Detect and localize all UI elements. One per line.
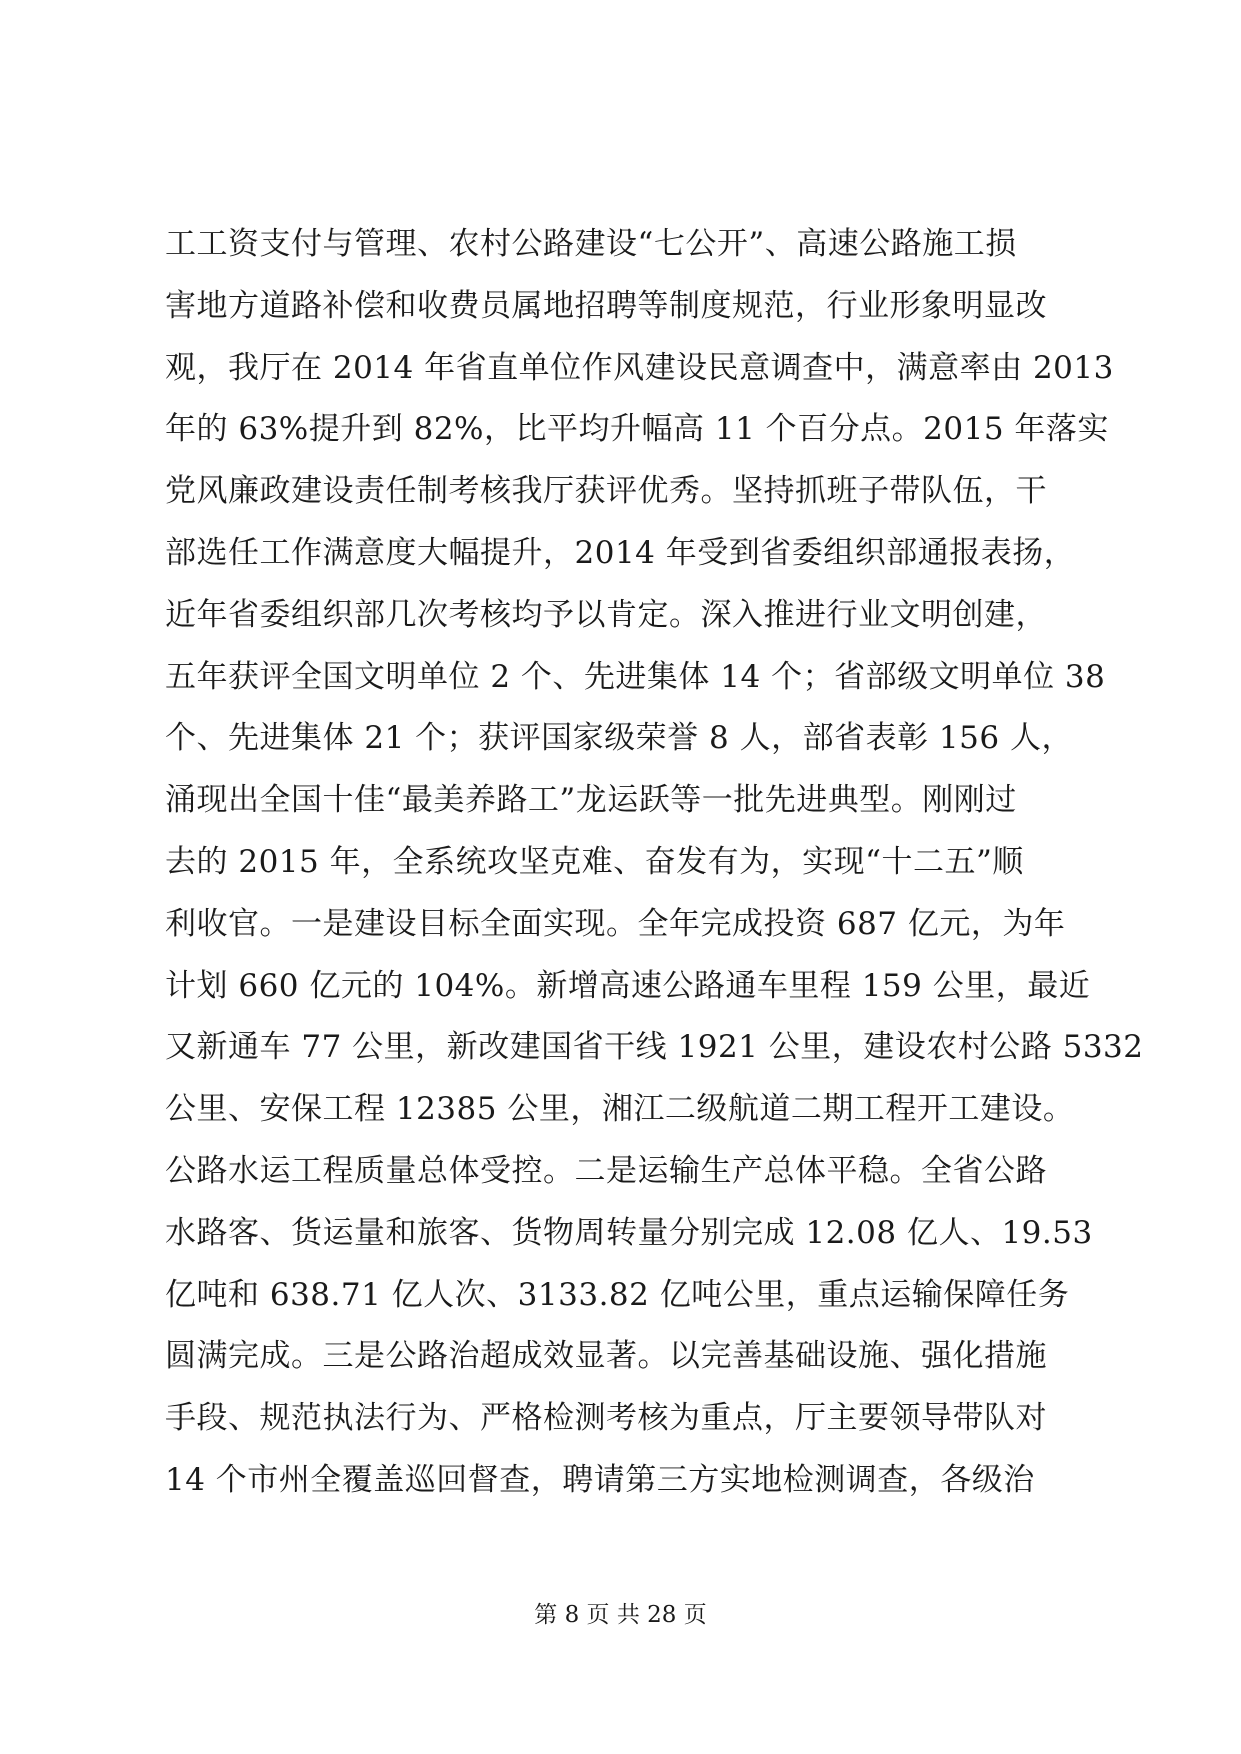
text-line: 水路客、货运量和旅客、货物周转量分别完成 12.08 亿人、19.53 xyxy=(165,1214,1093,1251)
text-line: 个、先进集体 21 个；获评国家级荣誉 8 人，部省表彰 156 人， xyxy=(165,720,1073,757)
text-line: 圆满完成。三是公路治超成效显著。以完善基础设施、强化措施 xyxy=(165,1338,1047,1375)
page-number-footer: 第 8 页 共 28 页 xyxy=(534,1602,707,1628)
text-line: 年的 63%提升到 82%，比平均升幅高 11 个百分点。2015 年落实 xyxy=(165,411,1109,448)
text-line: 计划 660 亿元的 104%。新增高速公路通车里程 159 公里，最近 xyxy=(165,967,1091,1004)
text-line: 手段、规范执法行为、严格检测考核为重点，厅主要领导带队对 xyxy=(165,1400,1047,1437)
text-line: 去的 2015 年，全系统攻坚克难、奋发有为，实现“十二五”顺 xyxy=(165,843,1024,880)
text-line: 工工资支付与管理、农村公路建设“七公开”、高速公路施工损 xyxy=(165,226,1017,262)
text-line: 害地方道路补偿和收费员属地招聘等制度规范，行业形象明显改 xyxy=(165,287,1047,324)
text-line: 党风廉政建设责任制考核我厅获评优秀。坚持抓班子带队伍，干 xyxy=(165,473,1047,510)
text-line: 公里、安保工程 12385 公里，湘江二级航道二期工程开工建设。 xyxy=(165,1091,1075,1128)
text-line: 涌现出全国十佳“最美养路工”龙运跃等一批先进典型。刚刚过 xyxy=(165,782,1017,819)
text-line: 近年省委组织部几次考核均予以肯定。深入推进行业文明创建， xyxy=(165,596,1047,633)
text-line: 观，我厅在 2014 年省直单位作风建设民意调查中，满意率由 2013 xyxy=(165,349,1114,386)
text-line: 又新通车 77 公里，新改建国省干线 1921 公里，建设农村公路 5332 xyxy=(165,1029,1144,1066)
text-line: 利收官。一是建设目标全面实现。全年完成投资 687 亿元，为年 xyxy=(165,905,1066,942)
body-text xyxy=(165,214,1144,1512)
text-line: 公路水运工程质量总体受控。二是运输生产总体平稳。全省公路 xyxy=(165,1152,1047,1189)
text-line: 五年获评全国文明单位 2 个、先进集体 14 个；省部级文明单位 38 xyxy=(165,658,1106,695)
text-line: 14 个市州全覆盖巡回督查，聘请第三方实地检测调查，各级治 xyxy=(165,1461,1035,1498)
text-line: 部选任工作满意度大幅提升，2014 年受到省委组织部通报表扬， xyxy=(165,534,1076,571)
text-line: 亿吨和 638.71 亿人次、3133.82 亿吨公里，重点运输保障任务 xyxy=(165,1276,1070,1313)
